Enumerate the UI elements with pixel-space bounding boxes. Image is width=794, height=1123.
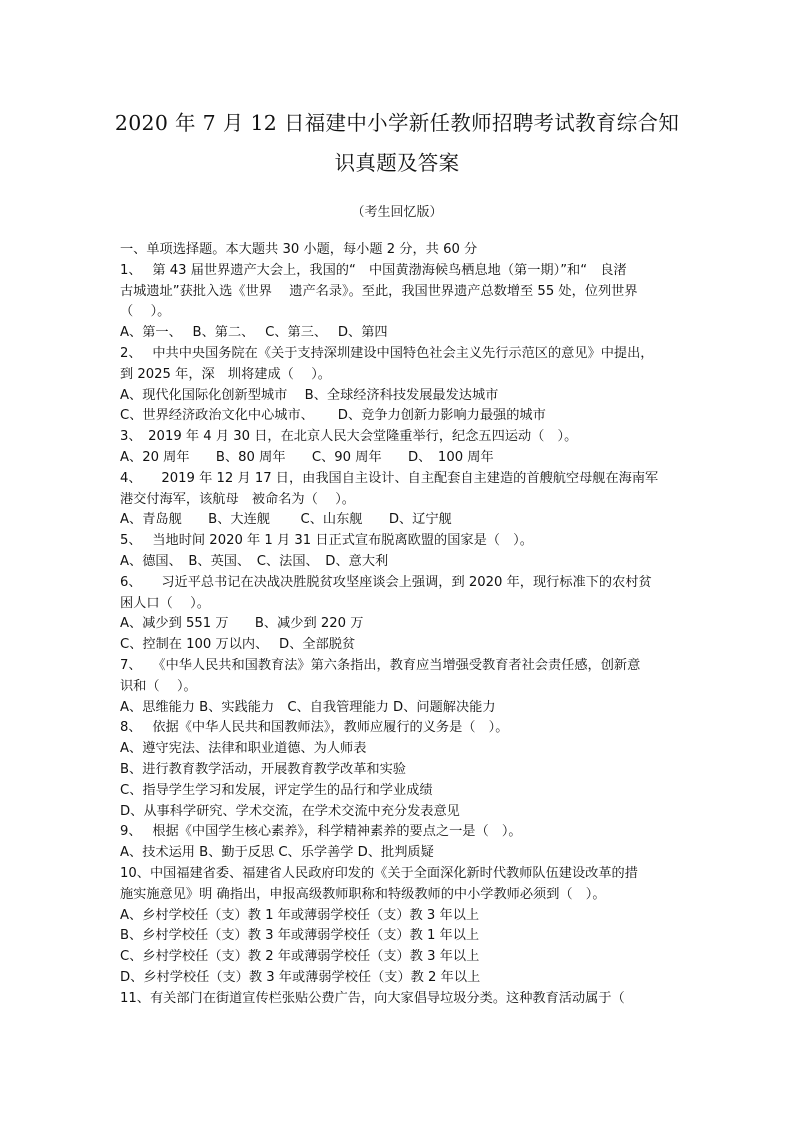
text-line: 识和（ ）。 [120, 678, 197, 694]
text-line: 6、 习近平总书记在决战决胜脱贫攻坚座谈会上强调，到 2020 年，现行标准下的农村贫 [120, 574, 652, 590]
text-line: A、青岛舰 B、大连舰 C、山东舰 D、辽宁舰 [120, 512, 452, 528]
text-line: A、德国、 B、英国、 C、法国、 D、意大利 [120, 553, 389, 569]
text-line: （ ）。 [120, 304, 171, 320]
page-subtitle: （考生回忆版） [351, 205, 443, 220]
text-line: 7、 《中华人民共和国教育法》第六条指出，教育应当增强受教育者社会责任感，创新意 [120, 657, 641, 673]
text-line: 11、有关部门在街道宣传栏张贴公费广告，向大家倡导垃圾分类。这种教育活动属于（ [120, 990, 625, 1006]
text-line: C、控制在 100 万以内、 D、全部脱贫 [120, 637, 356, 653]
text-line: A、技术运用 B、勤于反思 C、乐学善学 D、批判质疑 [120, 845, 434, 861]
text-line: 8、 依据《中华人民共和国教师法》，教师应履行的义务是（ ）。 [120, 720, 509, 736]
text-line: C、世界经济政治文化中心城市、 D、竞争力创新力影响力最强的城市 [120, 408, 546, 424]
text-line: A、20 周年 B、80 周年 C、90 周年 D、 100 周年 [120, 449, 494, 465]
text-line: 一、单项选择题。本大题共 30 小题，每小题 2 分，共 60 分 [120, 242, 478, 257]
text-line: C、乡村学校任（支）教 2 年或薄弱学校任（支）教 3 年以上 [120, 949, 480, 965]
text-line: 港交付海军，该航母 被命名为（ ）。 [120, 491, 355, 507]
text-line: A、第一、 B、第二、 C、第三、 D、第四 [120, 325, 388, 341]
text-line: D、从事科学研究、学术交流，在学术交流中充分发表意见 [120, 803, 460, 819]
text-line: 3、 2019 年 4 月 30 日，在北京人民大会堂隆重举行，纪念五四运动（ ）。 [120, 429, 578, 445]
text-line: 到 2025 年，深 圳将建成（ ）。 [120, 366, 331, 382]
text-line: 9、 根据《中国学生核心素养》，科学精神素养的要点之一是（ ）。 [120, 824, 522, 840]
text-line: A、乡村学校任（支）教 1 年或薄弱学校任（支）教 3 年以上 [120, 907, 480, 923]
text-line: 5、 当地时间 2020 年 1 月 31 日正式宣布脱离欧盟的国家是（ ）。 [120, 533, 533, 549]
question-body [120, 240, 688, 1009]
text-line: 10、中国福建省委、福建省人民政府印发的《关于全面深化新时代教师队伍建设改革的措 [120, 865, 638, 881]
text-line: 1、 第 43 届世界遗产大会上，我国的“ 中国黄渤海候鸟栖息地（第一期）”和“ 良渚 [120, 262, 627, 278]
text-line: A、现代化国际化创新型城市 B、全球经济科技发展最发达城市 [120, 387, 499, 403]
text-line: C、指导学生学习和发展，评定学生的品行和学业成绩 [120, 782, 433, 798]
text-line: 施实施意见》明 确指出，申报高级教师职称和特级教师的中小学教师必须到（ ）。 [120, 886, 606, 902]
text-line: B、进行教育教学活动，开展教育教学改革和实验 [120, 761, 406, 777]
page-title-line-1: 2020 年 7 月 12 日福建中小学新任教师招聘考试教育综合知 [114, 111, 680, 135]
text-line: 4、 2019 年 12 月 17 日，由我国自主设计、自主配套自主建造的首艘航空母舰在海南军 [120, 470, 659, 486]
text-line: A、思维能力 B、实践能力 C、自我管理能力 D、问题解决能力 [120, 699, 496, 715]
page-title-line-2: 识真题及答案 [334, 151, 460, 175]
text-line: A、遵守宪法、法律和职业道德、为人师表 [120, 741, 367, 757]
text-line: B、乡村学校任（支）教 3 年或薄弱学校任（支）教 1 年以上 [120, 928, 480, 944]
text-line: A、减少到 551 万 B、减少到 220 万 [120, 616, 364, 632]
text-line: 古城遗址”获批入选《世界 遗产名录》。至此，我国世界遗产总数增至 55 处，位列世界 [120, 283, 638, 299]
text-line: 2、 中共中央国务院在《关于支持深圳建设中国特色社会主义先行示范区的意见》中提出， [120, 345, 654, 361]
text-line: D、乡村学校任（支）教 3 年或薄弱学校任（支）教 2 年以上 [120, 969, 481, 985]
text-line: 困人口（ ）。 [120, 595, 210, 611]
